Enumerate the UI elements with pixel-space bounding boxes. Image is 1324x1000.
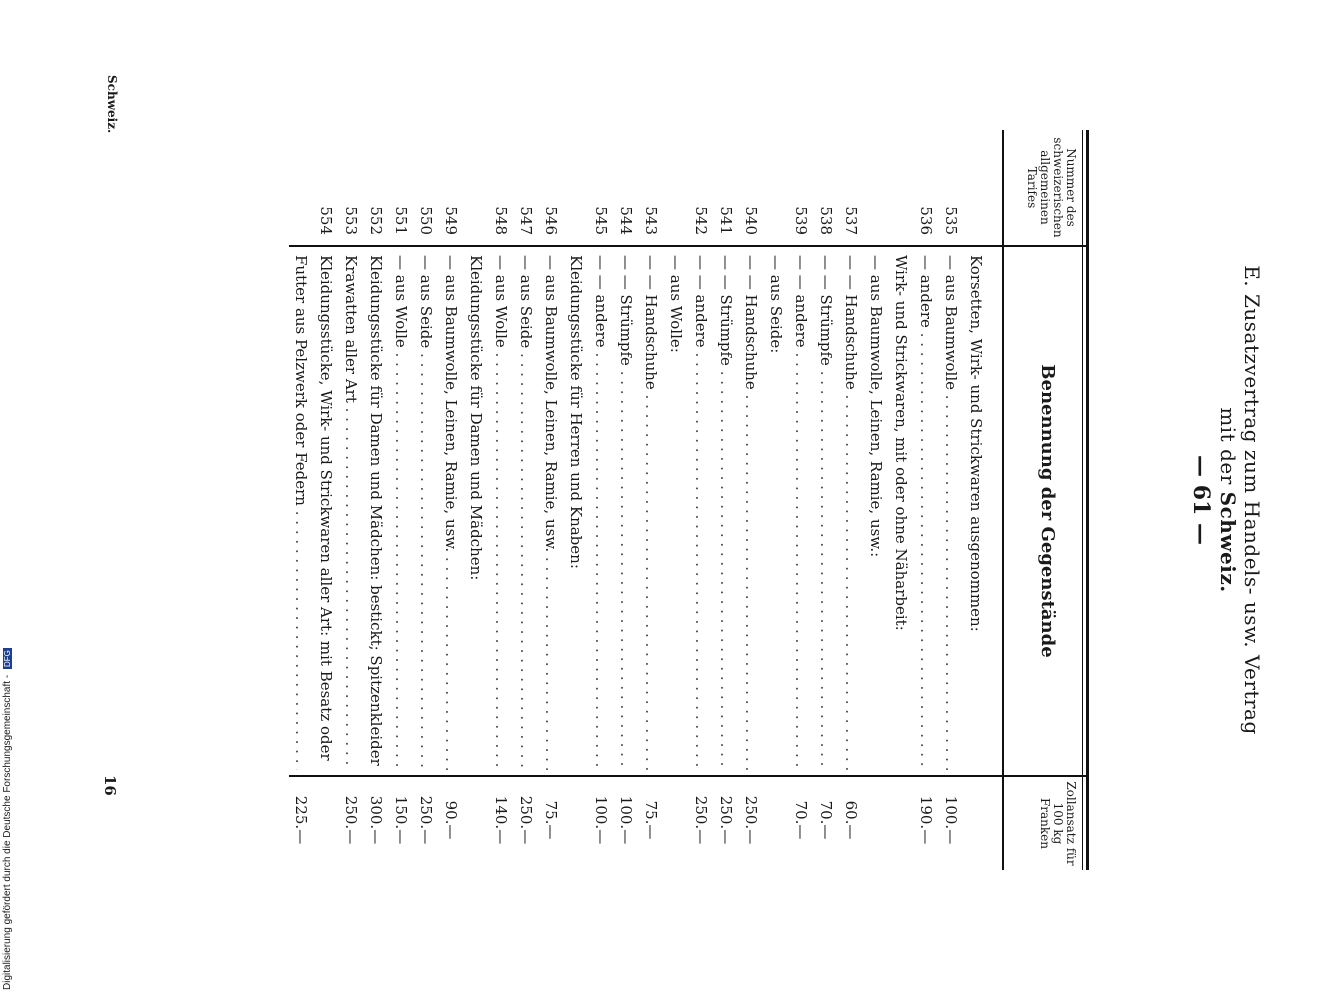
duty-rate: 100.—: [617, 795, 635, 845]
table-row: [363, 130, 389, 870]
tariff-number: 542: [692, 206, 710, 235]
tariff-number: 548: [492, 206, 510, 235]
table-row: [863, 130, 889, 870]
duty-rate: 150.—: [392, 795, 410, 845]
item-description: Wirk- und Strickwaren, mit oder ohne Näharbeit:: [892, 255, 910, 631]
table-row: [338, 130, 364, 870]
item-description: — aus Seide . . .: [513, 255, 539, 770]
duty-rate: 140.—: [492, 795, 510, 845]
item-description: — — andere . . .: [588, 255, 614, 770]
item-description: — aus Baumwolle, Leinen, Ramie, usw.:: [867, 255, 885, 558]
tariff-number: 552: [367, 206, 385, 235]
duty-rate: 250.—: [692, 795, 710, 845]
tariff-number: 536: [917, 206, 935, 235]
page-number: — 61 —: [1188, 455, 1214, 545]
table-row: [638, 130, 664, 870]
tariff-number: 543: [642, 206, 660, 235]
item-description: — andere . . .: [913, 255, 939, 770]
item-description: — — Handschuhe . . .: [638, 255, 664, 770]
tariff-number: 538: [817, 206, 835, 235]
table-row: [563, 130, 589, 870]
footer-country: Schweiz.: [105, 75, 119, 134]
tariff-number: 544: [617, 206, 635, 235]
tariff-number: 535: [942, 206, 960, 235]
item-description: — aus Seide:: [767, 255, 785, 354]
table-row: [838, 130, 864, 870]
tariff-number: 550: [417, 206, 435, 235]
table-row: [688, 130, 714, 870]
duty-rate: 250.—: [742, 795, 760, 845]
item-description: — — Handschuhe . . .: [838, 255, 864, 770]
duty-rate: 75.—: [542, 800, 560, 840]
tariff-number: 554: [317, 206, 335, 235]
column-header-number: Nummer des schweizerischen allgemeinen Tarifes: [1025, 137, 1078, 238]
item-description: — aus Wolle . . .: [488, 255, 514, 770]
duty-rate: 225.—: [292, 795, 310, 845]
duty-rate: 100.—: [942, 795, 960, 845]
table-top-rule: [1086, 130, 1089, 870]
table-top-rule-thin: [1082, 130, 1083, 870]
item-description: Kleidungsstücke für Herren und Knaben:: [567, 255, 585, 569]
running-title-country: Schweiz.: [1216, 491, 1240, 593]
tariff-number: 540: [742, 206, 760, 235]
table-row: [488, 130, 514, 870]
table-row: [513, 130, 539, 870]
item-description: — — andere . . .: [788, 255, 814, 770]
tariff-number: 553: [342, 206, 360, 235]
item-description: — — Strümpfe . . .: [813, 255, 839, 770]
item-description: Korsetten, Wirk- und Strickwaren ausgenommen:: [967, 255, 985, 632]
digitization-credit: [0, 600, 20, 990]
table-row: [613, 130, 639, 870]
item-description: — aus Baumwolle . . .: [938, 255, 964, 770]
duty-rate: 250.—: [717, 795, 735, 845]
table-row: [763, 130, 789, 870]
item-description: — — Strümpfe . . .: [713, 255, 739, 770]
item-description: — aus Baumwolle, Leinen, Ramie, usw. . . .: [438, 255, 464, 770]
duty-rate: 250.—: [517, 795, 535, 845]
table-row: [963, 130, 989, 870]
item-description: — aus Wolle:: [667, 255, 685, 353]
dfg-logo: DFG: [3, 650, 12, 668]
table-row: [788, 130, 814, 870]
tariff-number: 551: [392, 206, 410, 235]
item-description: — — andere . . .: [688, 255, 714, 770]
item-description: Kleidungsstücke für Damen und Mädchen: bestickt; Spitzenkleider . . .: [363, 255, 389, 770]
item-description: — aus Baumwolle, Leinen, Ramie, usw. . . .: [538, 255, 564, 770]
table-row: [663, 130, 689, 870]
table-row: [938, 130, 964, 870]
table-row: [313, 130, 339, 870]
column-header-description: Benennung der Gegenstände: [1037, 364, 1058, 658]
duty-rate: 250.—: [417, 795, 435, 845]
duty-rate: 300.—: [367, 795, 385, 845]
table-row: [463, 130, 489, 870]
column-header-rate: Zollansatz für 100 kg Franken: [1038, 781, 1078, 866]
table-row: [588, 130, 614, 870]
table-row: [738, 130, 764, 870]
tariff-table: [289, 130, 1089, 870]
item-description: — aus Wolle . . .: [388, 255, 414, 770]
table-row: [538, 130, 564, 870]
duty-rate: 250.—: [342, 795, 360, 845]
tariff-number: 547: [517, 206, 535, 235]
footer-page-number: 16: [101, 775, 119, 796]
running-title-text: E. Zusatzvertrag zum Handels- usw. Vertrag mit der: [1216, 265, 1264, 735]
tariff-number: 541: [717, 206, 735, 235]
duty-rate: 70.—: [792, 800, 810, 840]
table-row: [288, 130, 314, 870]
duty-rate: 100.—: [592, 795, 610, 845]
tariff-number: 549: [442, 206, 460, 235]
tariff-number: 545: [592, 206, 610, 235]
table-row: [438, 130, 464, 870]
duty-rate: 190.—: [917, 795, 935, 845]
item-description: Futter aus Pelzwerk oder Federn . . .: [288, 255, 314, 770]
table-row: [713, 130, 739, 870]
tariff-number: 539: [792, 206, 810, 235]
table-row: [913, 130, 939, 870]
item-description: — — Handschuhe . . .: [738, 255, 764, 770]
table-row: [888, 130, 914, 870]
item-description: Krawatten aller Art . . .: [338, 255, 364, 770]
table-header-rule: [1002, 130, 1004, 870]
tariff-number: 546: [542, 206, 560, 235]
running-title: [1216, 250, 1264, 750]
duty-rate: 70.—: [817, 800, 835, 840]
item-description: — — Strümpfe . . .: [613, 255, 639, 770]
table-row: [813, 130, 839, 870]
item-description: — aus Seide . . .: [413, 255, 439, 770]
item-description: Kleidungsstücke für Damen und Mädchen:: [467, 255, 485, 581]
table-row: [413, 130, 439, 870]
table-row: [388, 130, 414, 870]
item-description: Kleidungsstücke, Wirk- und Strickwaren aller Art: mit Besatz oder: [317, 255, 335, 761]
duty-rate: 75.—: [642, 800, 660, 840]
duty-rate: 90.—: [442, 800, 460, 840]
credit-text: Digitalisierung gefördert durch die Deutsche Forschungsgemeinschaft -: [2, 674, 13, 990]
tariff-number: 537: [842, 206, 860, 235]
duty-rate: 60.—: [842, 800, 860, 840]
